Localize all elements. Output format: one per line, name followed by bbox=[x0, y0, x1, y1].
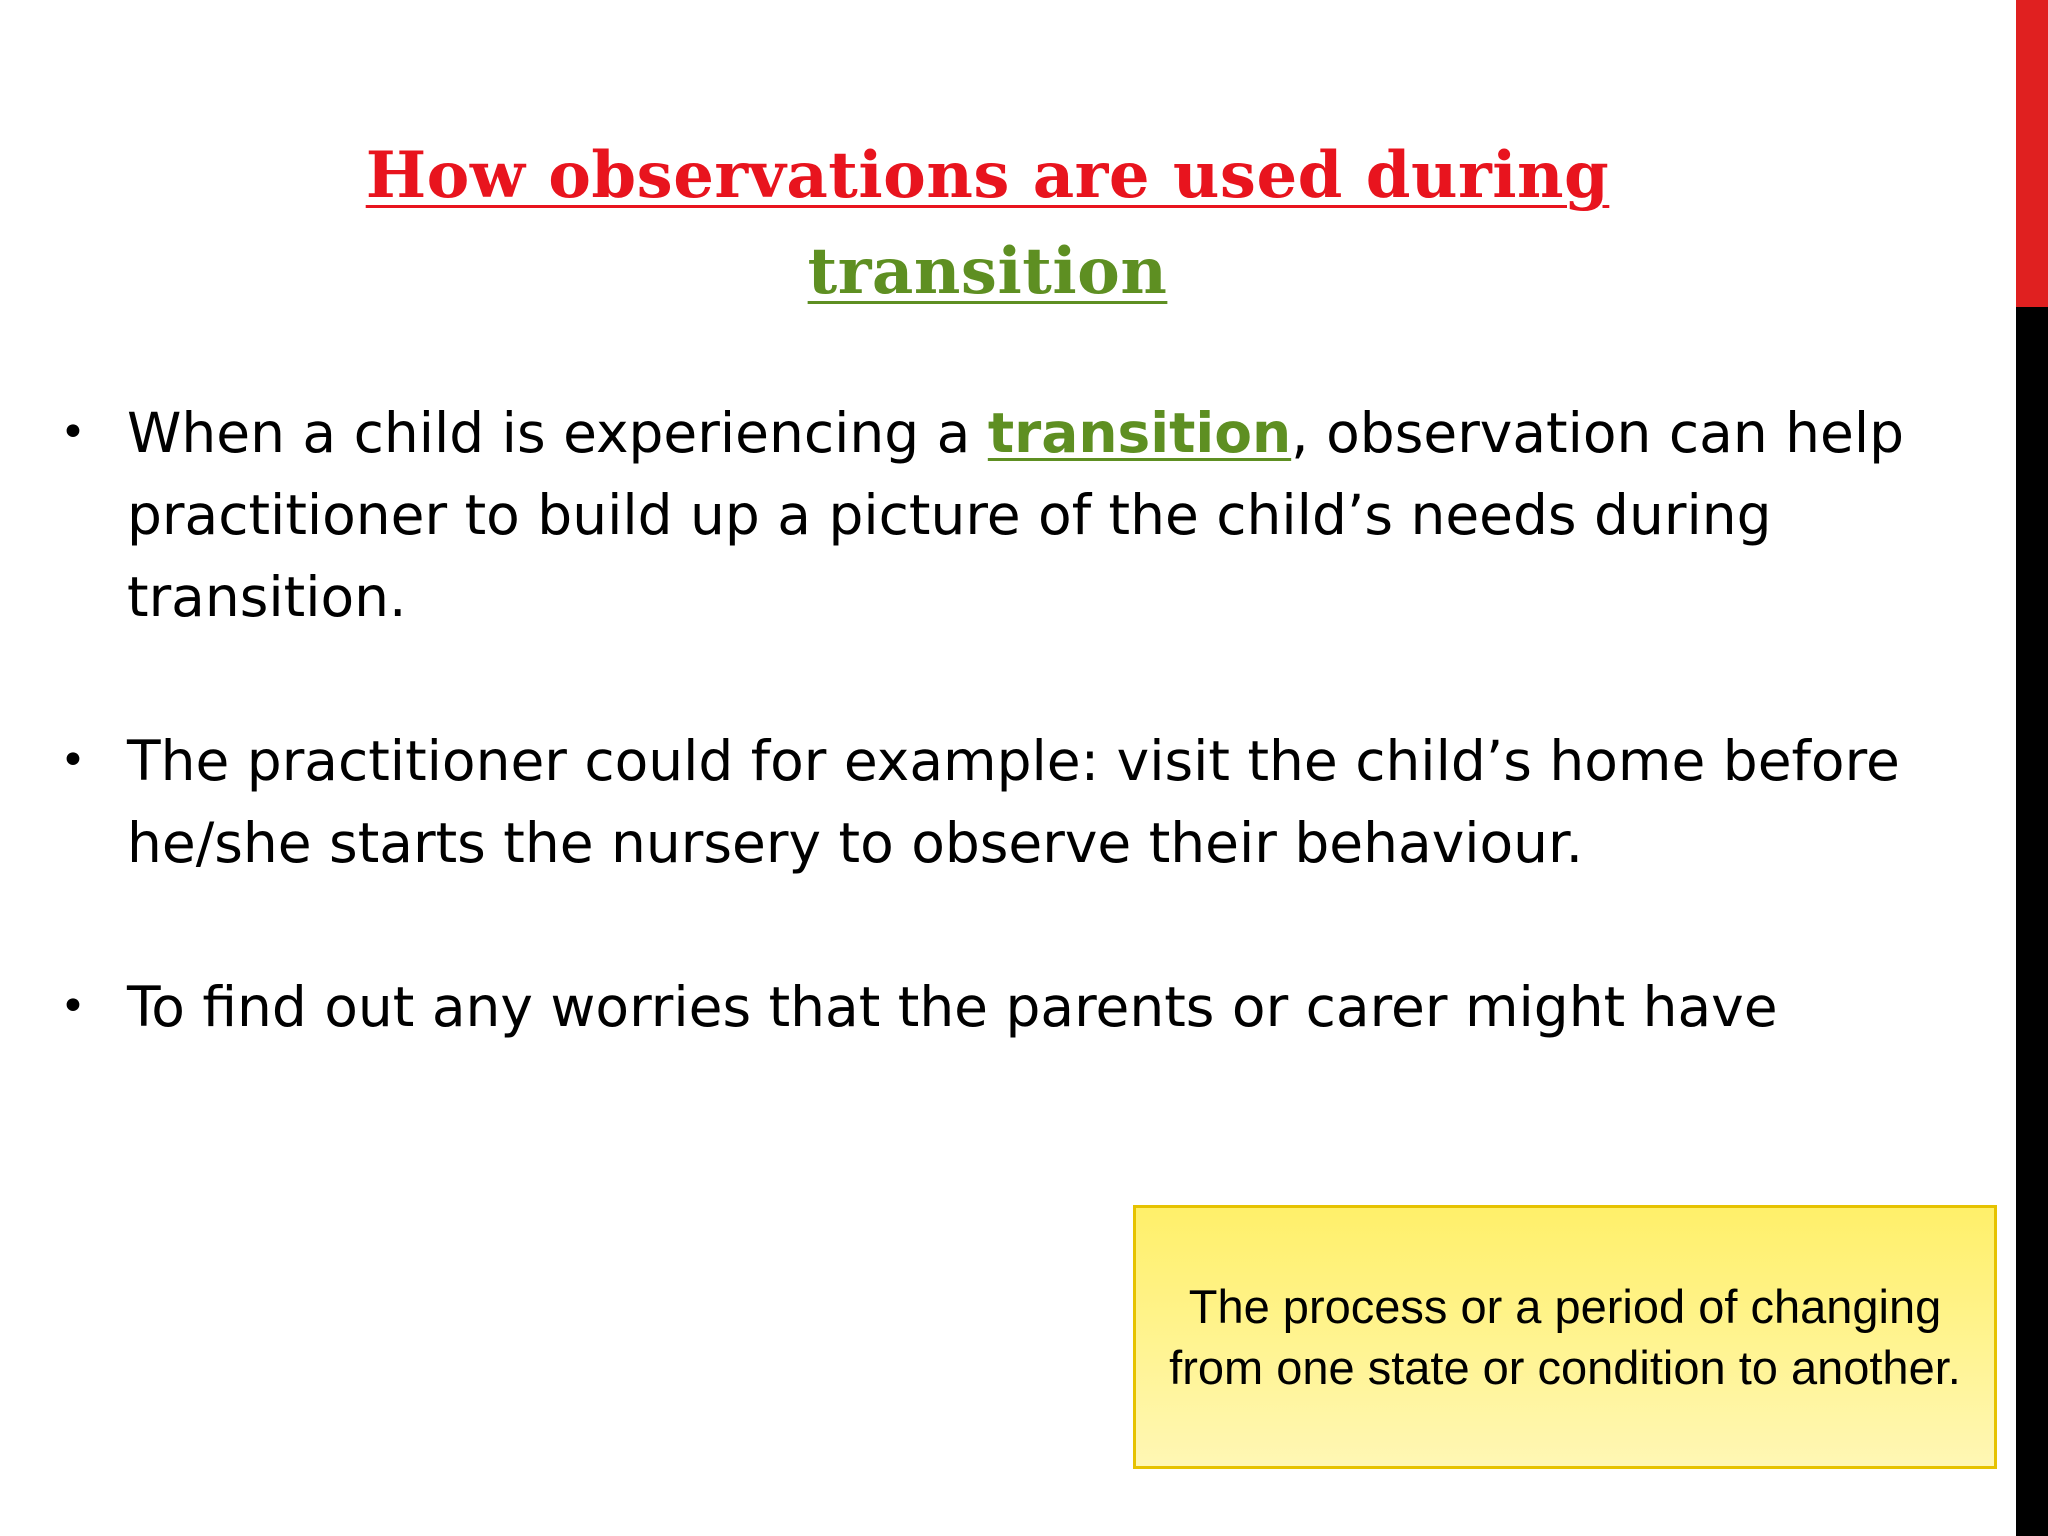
bullet-dot-icon: • bbox=[60, 981, 86, 1032]
bullet-item bbox=[60, 720, 1980, 884]
edge-accent-black bbox=[2016, 307, 2048, 1536]
slide-title bbox=[200, 128, 1775, 320]
bullet-dot-icon: • bbox=[60, 407, 86, 458]
bullet-item bbox=[60, 392, 1980, 638]
title-line-1: How observations are used during bbox=[365, 138, 1610, 213]
definition-box bbox=[1133, 1205, 1997, 1469]
bullet-dot-icon: • bbox=[60, 735, 86, 786]
bullet-text: To find out any worries that the parents or carer might have bbox=[127, 975, 1778, 1039]
bullet-text-after: , observation can help practitioner to build up a picture of the child’s needs during transition. bbox=[127, 401, 1905, 629]
definition-text: The process or a period of changing from one state or condition to another. bbox=[1169, 1280, 1961, 1394]
edge-accent-red bbox=[2016, 0, 2048, 307]
highlight-term: transition bbox=[987, 401, 1292, 465]
bullet-list bbox=[60, 392, 1980, 1048]
bullet-text-before: When a child is experiencing a bbox=[127, 401, 988, 465]
title-line-2: transition bbox=[807, 234, 1168, 309]
bullet-text: The practitioner could for example: visit the child’s home before he/she starts the nursery to observe their behaviour. bbox=[127, 729, 1900, 875]
bullet-item bbox=[60, 966, 1980, 1048]
